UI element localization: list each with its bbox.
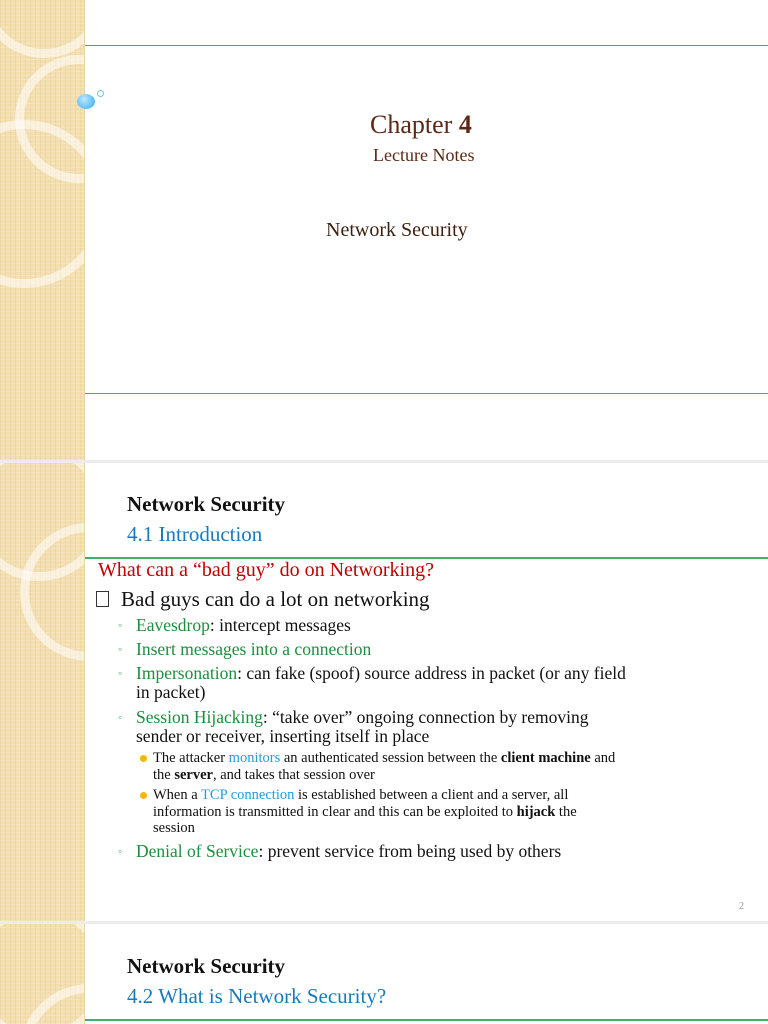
decorative-sidebar bbox=[0, 463, 85, 921]
bottom-rule bbox=[85, 393, 768, 394]
subject-title: Network Security bbox=[326, 219, 468, 241]
decorative-dot bbox=[77, 94, 95, 109]
question-text: What can a “bad guy” do on Networking? bbox=[98, 559, 434, 581]
dot-bullet-icon bbox=[140, 755, 147, 762]
lecture-notes-label: Lecture Notes bbox=[373, 145, 475, 165]
circle-bullet-icon: ◦ bbox=[118, 844, 123, 858]
network-security-slide bbox=[0, 924, 768, 1024]
section-heading: 4.2 What is Network Security? bbox=[127, 984, 387, 1008]
chapter-title: Chapter 4 bbox=[370, 110, 472, 139]
page-number: 2 bbox=[739, 901, 744, 912]
circle-bullet-icon: ◦ bbox=[118, 710, 123, 724]
main-bullet: Bad guys can do a lot on networking bbox=[96, 587, 430, 612]
dot-bullet-icon bbox=[140, 792, 147, 799]
slide-title: Network Security bbox=[127, 954, 286, 978]
decorative-dot-small bbox=[97, 90, 104, 97]
circle-bullet-icon: ◦ bbox=[118, 642, 123, 656]
top-rule bbox=[85, 45, 768, 46]
bullet-box-icon bbox=[96, 591, 109, 607]
circle-bullet-icon: ◦ bbox=[118, 618, 123, 632]
introduction-slide: Network Security 4.1 Introduction What can a “bad guy” do on Networking? Bad guys can do a lot on networking ◦ Eavesdrop: intercept messages ◦ Insert messages into a connection ◦ Impersonation: can fake (spoof) source address in packet (or any field in packet) ◦ Session Hijacking: “take over” ongoing connection by removing sender or receiver, inserting itself in place The attacker monitors an authenticated session between the client machine and the server, and takes that session over When a TCP connection is established between a client and a server, all information is transmitted in clear and this can be exploited to hijack the session ◦ Denial of Service: prevent service from being used by others 2 bbox=[0, 463, 768, 921]
decorative-sidebar bbox=[0, 0, 85, 460]
heading-rule bbox=[85, 1019, 768, 1021]
decorative-sidebar bbox=[0, 924, 85, 1024]
slide-title: Network Security bbox=[127, 492, 286, 516]
title-slide bbox=[0, 0, 768, 460]
section-heading: 4.1 Introduction bbox=[127, 522, 263, 546]
circle-bullet-icon: ◦ bbox=[118, 666, 123, 680]
